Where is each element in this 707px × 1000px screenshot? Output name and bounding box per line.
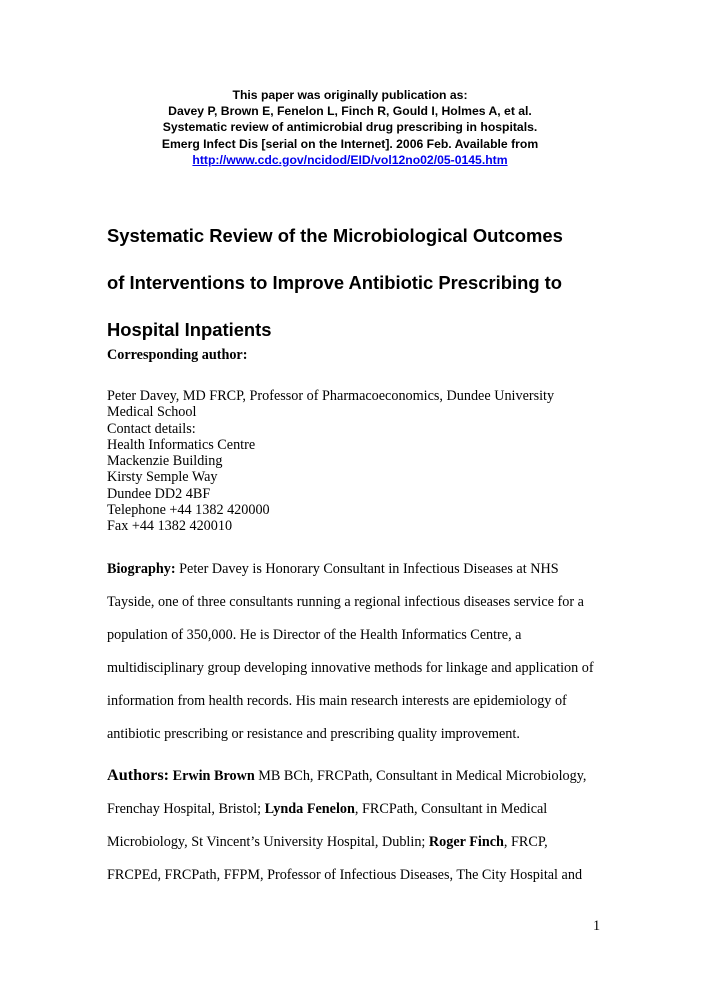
biography-paragraph <box>107 553 607 750</box>
citation-intro: This paper was originally publication as: <box>232 88 468 102</box>
contact-line: Peter Davey, MD FRCP, Professor of Pharmacoeconomics, Dundee University <box>107 388 555 404</box>
citation-block <box>100 87 600 168</box>
biography-text: population of 350,000. He is Director of the Health Informatics Centre, a <box>107 626 522 643</box>
citation-title: Systematic review of antimicrobial drug prescribing in hospitals. <box>162 120 538 135</box>
corresponding-author-heading: Corresponding author: <box>107 347 248 363</box>
title-line: of Interventions to Improve Antibiotic Prescribing to <box>107 272 563 293</box>
biography-text: Tayside, one of three consultants running a regional infectious diseases service for a <box>107 593 584 610</box>
biography-label: Biography: <box>107 561 176 577</box>
title-line: Hospital Inpatients <box>107 319 272 340</box>
biography-text: information from health records. His main research interests are epidemiology of <box>107 692 567 709</box>
authors-label: Authors: <box>107 766 170 784</box>
author-name: Roger Finch <box>428 833 504 850</box>
title-line: Systematic Review of the Microbiological Outcomes <box>107 225 563 246</box>
contact-line: Mackenzie Building <box>107 453 223 470</box>
contact-line: Contact details: <box>107 420 196 437</box>
authors-text: FRCPEd, FRCPath, FFPM, Professor of Infectious Diseases, The City Hospital and <box>107 866 583 883</box>
contact-line: Telephone +44 1382 420000 <box>107 502 270 519</box>
author-name: Erwin Brown <box>172 768 255 784</box>
authors-text: , FRCPath, Consultant in Medical <box>354 800 548 817</box>
contact-line: Dundee DD2 4BF <box>107 485 211 502</box>
citation-authors: Davey P, Brown E, Fenelon L, Finch R, Gould I, Holmes A, et al. <box>168 104 532 119</box>
biography-text: antibiotic prescribing or resistance and prescribing quality improvement. <box>107 725 520 742</box>
authors-text: MB BCh, FRCPath, Consultant in Medical Microbiology, <box>254 768 587 784</box>
authors-text: Microbiology, St Vincent’s University Hospital, Dublin; <box>107 833 429 850</box>
citation-url-link[interactable]: http://www.cdc.gov/ncidod/EID/vol12no02/05-0145.htm <box>192 152 508 167</box>
citation-journal: Emerg Infect Dis [serial on the Internet]. 2006 Feb. Available from <box>161 136 539 151</box>
authors-text: Frenchay Hospital, Bristol; <box>107 800 265 817</box>
contact-line: Health Informatics Centre <box>107 436 256 453</box>
contact-line: Medical School <box>107 404 197 421</box>
authors-paragraph <box>107 759 607 892</box>
page-number: 1 <box>593 918 601 934</box>
biography-text: Peter Davey is Honorary Consultant in Infectious Diseases at NHS <box>175 561 559 577</box>
contact-block <box>107 388 607 535</box>
biography-text: multidisciplinary group developing innovative methods for linkage and application of <box>107 659 594 676</box>
contact-line: Fax +44 1382 420010 <box>107 518 233 535</box>
authors-text: , FRCP, <box>503 833 548 850</box>
author-name: Lynda Fenelon <box>264 800 355 817</box>
contact-line: Kirsty Semple Way <box>107 469 218 486</box>
paper-title <box>107 212 627 353</box>
